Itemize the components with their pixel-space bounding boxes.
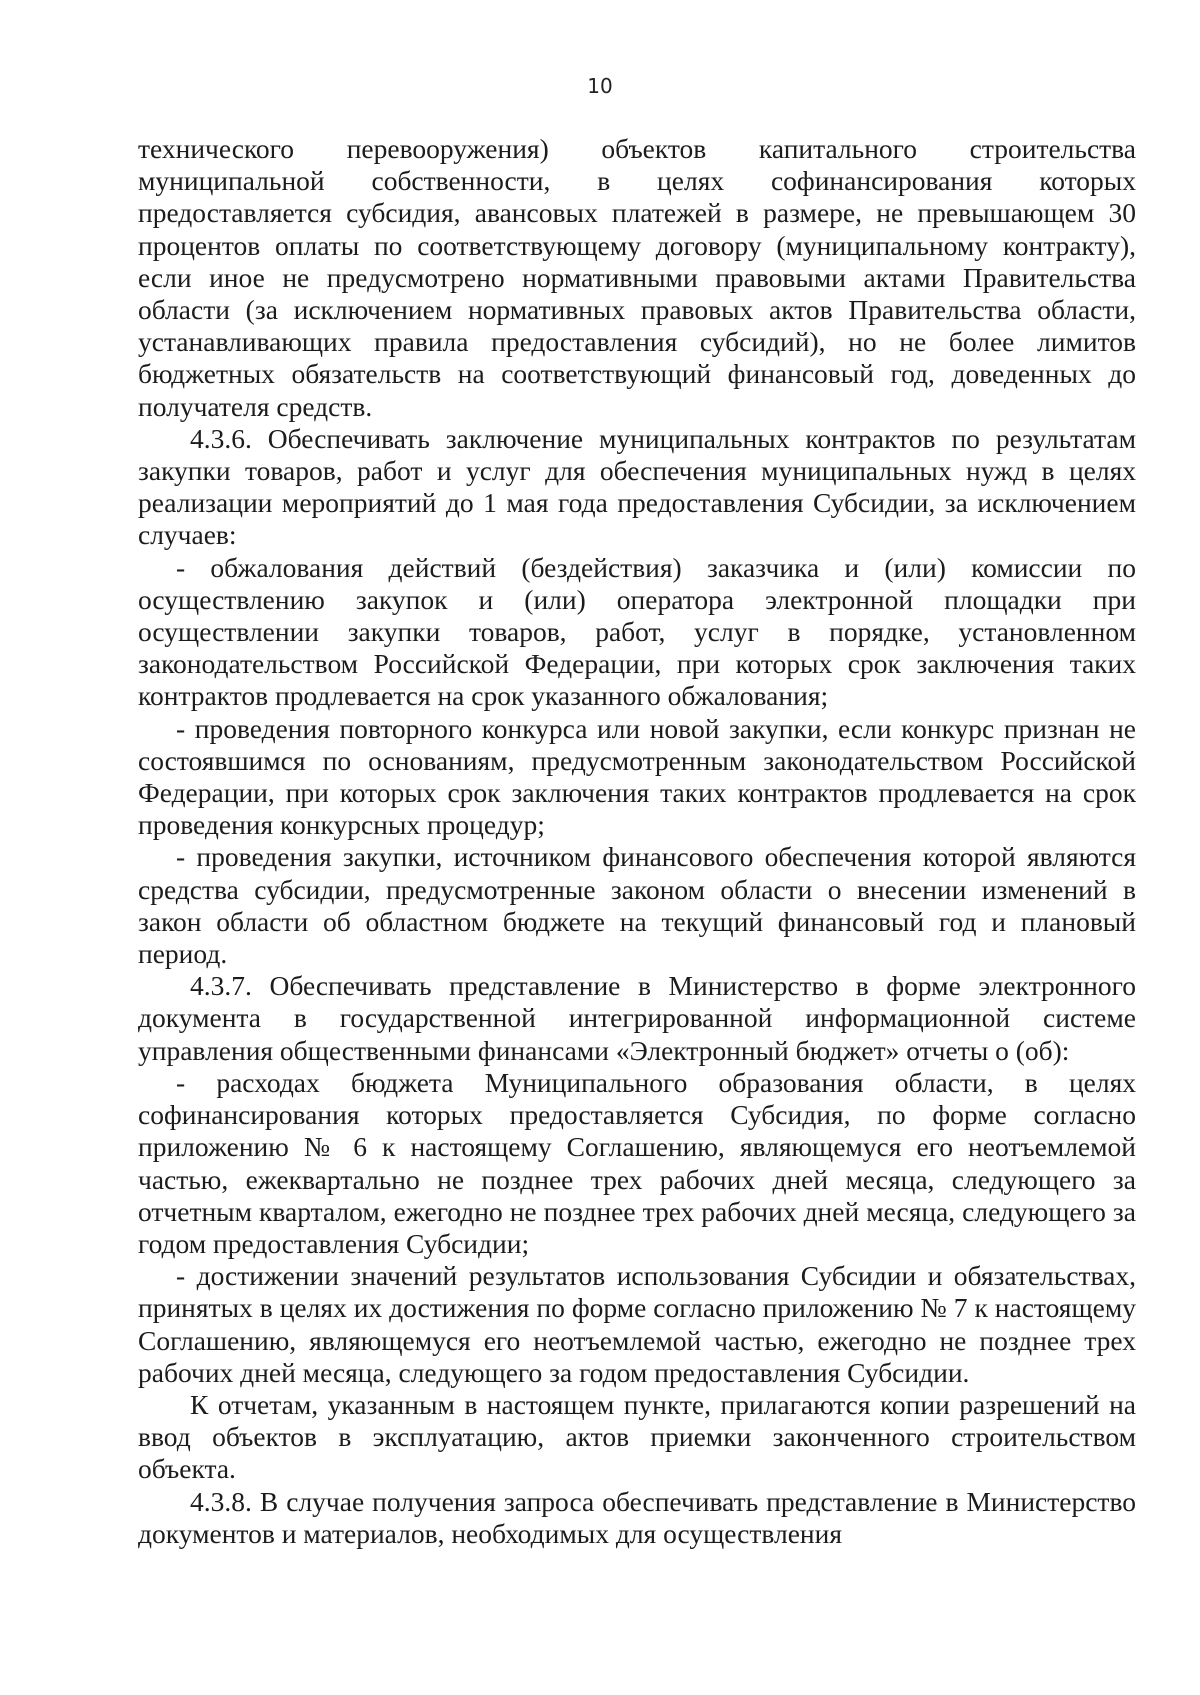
paragraph-reports-attachments: К отчетам, указанным в настоящем пункте, прилагаются копии разрешений на ввод объектов в эксплуатацию, актов приемки законченного строительством объекта. <box>138 1388 1136 1485</box>
page-number: 10 <box>587 74 613 98</box>
list-item-budget-expenses: - расходах бюджета Муниципального образования области, в целях софинансирования которых предоставляется Субсидия, по форме согласно приложению № 6 к настоящему Соглашению, являющемуся его неотъемлемой частью, ежеквартально не позднее трех рабочих дней месяца, следующего за отчетным кварталом, ежегодно не позднее трех рабочих дней месяца, следующего за годом предоставления Субсидии; <box>138 1066 1136 1259</box>
list-item-procurement: - проведения закупки, источником финансового обеспечения которой являются средства субсидии, предусмотренные законом области о внесении изменений в закон области об областном бюджете на текущий финансовый год и плановый период. <box>138 841 1136 970</box>
paragraph-4-3-8: 4.3.8. В случае получения запроса обеспечивать представление в Министерство документов и материалов, необходимых для осуществления <box>138 1485 1136 1549</box>
paragraph-4-3-6: 4.3.6. Обеспечивать заключение муниципальных контрактов по результатам закупки товаров, работ и услуг для обеспечения муниципальных нужд в целях реализации мероприятий до 1 мая года предоставления Субсидии, за исключением случаев: <box>138 422 1136 551</box>
list-item-results: - достижении значений результатов использования Субсидии и обязательствах, принятых в целях их достижения по форме согласно приложению № 7 к настоящему Соглашению, являющемуся его неотъемлемой частью, ежегодно не позднее трех рабочих дней месяца, следующего за годом предоставления Субсидии. <box>138 1260 1136 1388</box>
document-body <box>138 133 1136 1550</box>
paragraph-4-3-7: 4.3.7. Обеспечивать представление в Министерство в форме электронного документа в государственной интегрированной информационной системе управления общественными финансами «Электронный бюджет» отчеты о (об): <box>138 970 1136 1066</box>
list-item-appeal: - обжалования действий (бездействия) заказчика и (или) комиссии по осуществлению закупок и (или) оператора электронной площадки при осуществлении закупки товаров, работ, услуг в порядке, установленном законодательством Российской Федерации, при которых срок заключения таких контрактов продлевается на срок указанного обжалования; <box>138 551 1136 712</box>
list-item-repeat-tender: - проведения повторного конкурса или новой закупки, если конкурс признан не состоявшимся по основаниям, предусмотренным законодательством Российской Федерации, при которых срок заключения таких контрактов продлевается на срок проведения конкурсных процедур; <box>138 712 1136 841</box>
paragraph-continuation: технического перевооружения) объектов капитального строительства муниципальной собственности, в целях софинансирования которых предоставляется субсидия, авансовых платежей в размере, не превышающем 30 процентов оплаты по соответствующему договору (муниципальному контракту), если иное не предусмотрено нормативными правовыми актами Правительства области (за исключением нормативных правовых актов Правительства области, устанавливающих правила предоставления субсидий), но не более лимитов бюджетных обязательств на соответствующий финансовый год, доведенных до получателя средств. <box>138 133 1136 422</box>
